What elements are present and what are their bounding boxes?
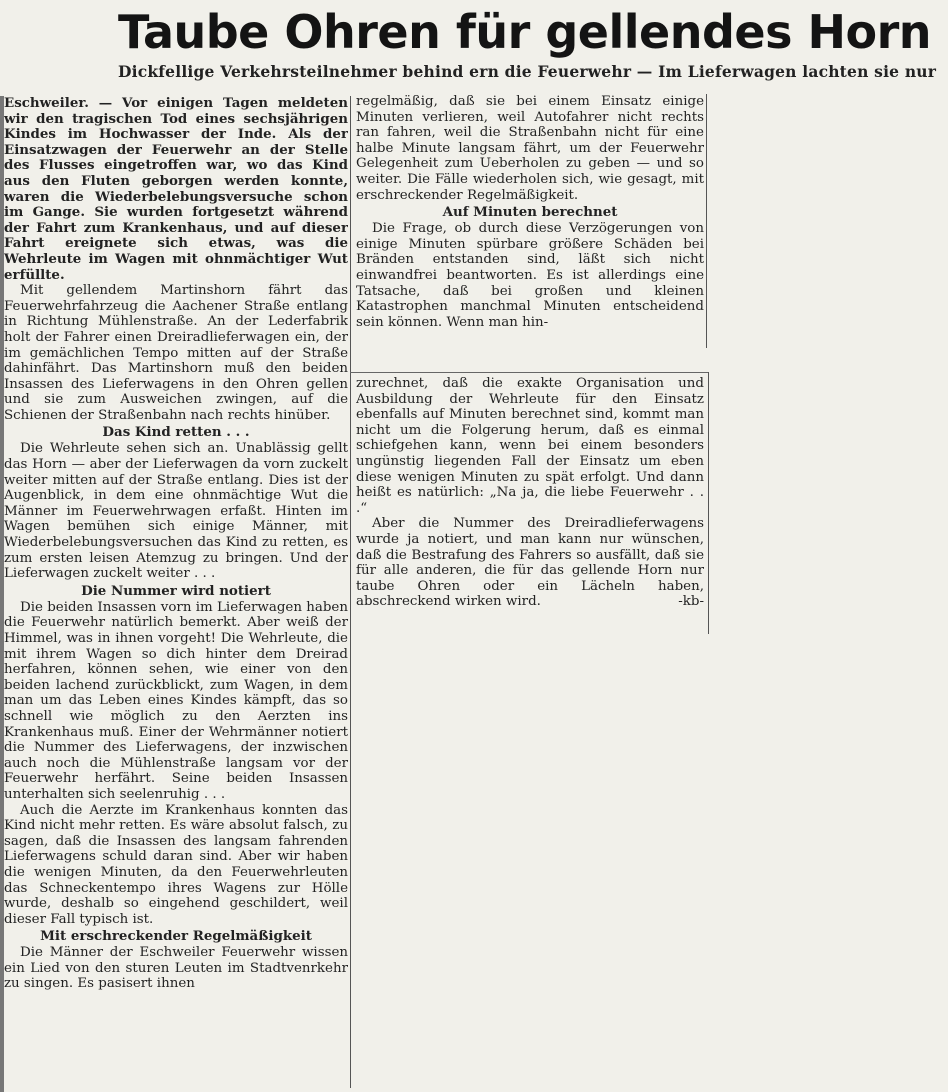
paragraph: regelmäßig, daß sie bei einem Einsatz einige Minuten verlieren, weil Autofahrer nicht rechts ran fahren, weil die Straßenbahn nicht für eine halbe Minute langsam fährt, um der Feuerwehr Gelegenheit zum Ueberholen zu geben — und so weiter. Die Fälle wiederholen sich, wie gesagt, mit erschreckender Regelmäßigkeit. (356, 94, 704, 203)
article-column-2-top (356, 94, 704, 348)
article-column-2-bottom (356, 376, 704, 636)
column-divider (350, 96, 351, 1088)
column-divider (706, 94, 707, 348)
section-heading: Die Nummer wird notiert (81, 582, 271, 599)
paragraph: Die beiden Insassen vorn im Lieferwagen haben die Feuerwehr natürlich bemerkt. Aber weiß der Himmel, was in ihnen vorgeht! Die Wehrleute, die mit ihrem Wagen so dich hinter dem Dreirad herfahren, können sehen, wie einer von den beiden lachend zurückblickt, zum Wagen, in dem man um das Leben eines Kindes kämpft, das so schnell wie möglich zu den Aerzten ins Krankenhaus muß. Einer der Wehrmänner notiert die Nummer des Lieferwagens, der inzwischen auch noch die Mühlenstraße langsam vor der Feuerwehr herfährt. Seine beiden Insassen unterhalten sich seelenruhig . . . (4, 599, 348, 802)
paragraph-text: Aber die Nummer des Dreiradlieferwagens wurde ja notiert, und man kann nur wünschen, daß die Bestrafung des Fahrers so ausfällt, daß sie für alle anderen, die für das gellende Horn nur taube Ohren oder ein Lächeln haben, abschreckend wirken wird. (356, 516, 704, 610)
clipping-edge (350, 372, 708, 373)
paragraph: Die Männer der Eschweiler Feuerwehr wissen ein Lied von den sturen Leuten im Stadtvenrkehr zu singen. Es pasisert ihnen (4, 945, 348, 992)
paragraph: Die Frage, ob durch diese Verzögerungen von einige Minuten spürbare größere Schäden bei Bränden entstanden sind, läßt sich nicht einwandfrei beantworten. Es ist allerdings eine Tatsache, daß bei großen und kleinen Katastrophen manchmal Minuten entscheidend sein können. Wenn man hin- (356, 221, 704, 330)
section-heading: Mit erschreckender Regelmäßigkeit (40, 928, 312, 945)
paragraph: Die Wehrleute sehen sich an. Unablässig gellt das Horn — aber der Lieferwagen da vorn zuckelt weiter mitten auf der Straße entlang. Dies ist der Augenblick, in dem eine ohnmächtige Wut die Männer im Feuerwehrwagen erfaßt. Hinten im Wagen bemühen sich einige Männer, mit Wiederbelebungsversuchen das Kind zu retten, es zum ersten leisen Atemzug zu bringen. Und der Lieferwagen zuckelt weiter . . . (4, 441, 348, 582)
section-heading: Auf Minuten berechnet (442, 204, 618, 221)
headline: Taube Ohren für gellendes Horn (118, 5, 931, 59)
subheadline: Dickfellige Verkehrsteilnehmer behind ern die Feuerwehr — Im Lieferwagen lachten sie nur (118, 62, 937, 81)
section-heading: Das Kind retten . . . (102, 424, 250, 441)
lead-paragraph: Eschweiler. — Vor einigen Tagen meldeten wir den tragischen Tod eines sechsjährigen Kindes im Hochwasser der Inde. Als der Einsatzwagen der Feuerwehr an der Stelle des Flusses eingetroffen war, wo das Kind aus den Fluten geborgen werden konnte, waren die Wiederbelebungsversuche schon im Gange. Sie wurden fortgesetzt während der Fahrt zum Krankenhaus, und auf dieser Fahrt ereignete sich etwas, was die Wehrleute im Wagen mit ohnmächtiger Wut erfüllte. (4, 96, 348, 283)
article-column-1 (4, 96, 348, 1092)
paragraph: zurechnet, daß die exakte Organisation und Ausbildung der Wehrleute für den Einsatz ebenfalls auf Minuten berechnet sind, kommt man nicht um die Folgerung herum, daß es einmal schiefgehen kann, wenn bei einem besonders ungünstig liegenden Fall der Einsatz um eben diese wenigen Minuten zu spät erfolgt. Und dann heißt es natürlich: „Na ja, die liebe Feuerwehr . . .“ (356, 376, 704, 516)
paragraph: Mit gellendem Martinshorn fährt das Feuerwehrfahrzeug die Aachener Straße entlang in Richtung Mühlenstraße. An der Lederfabrik holt der Fahrer einen Dreiradlieferwagen ein, der im gemächlichen Tempo mitten auf der Straße dahinfährt. Das Martinshorn muß den beiden Insassen des Lieferwagens in den Ohren gellen und sie zum Ausweichen zwingen, auf die Schienen der Straßenbahn nach rechts hinüber. (4, 283, 348, 423)
author-signature: -kb- (678, 594, 704, 610)
paragraph (356, 516, 704, 610)
paragraph: Auch die Aerzte im Krankenhaus konnten das Kind nicht mehr retten. Es wäre absolut falsch, zu sagen, daß die Insassen des langsam fahrenden Lieferwagens schuld daran sind. Aber wir haben die wenigen Minuten, da den Feuerwehrleuten das Schneckentempo ihres Wagens zur Hölle wurde, deshalb so eingehend geschildert, weil dieser Fall typisch ist. (4, 802, 348, 927)
clipping-edge (708, 372, 709, 634)
